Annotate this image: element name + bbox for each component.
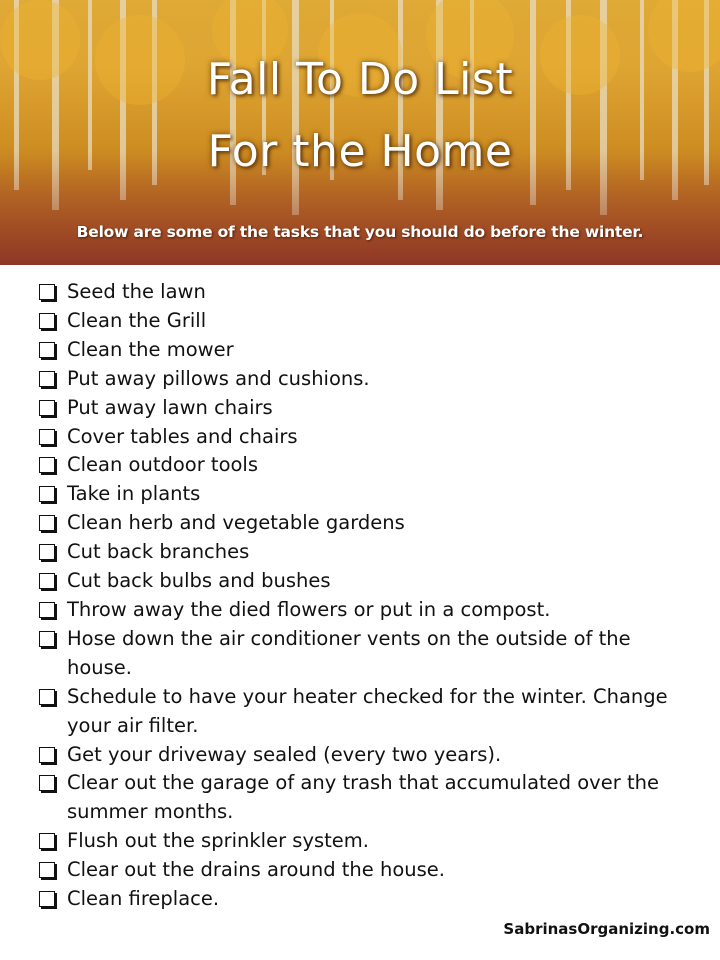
checklist-item-text: Put away pillows and cushions. xyxy=(67,366,370,390)
checkbox-icon[interactable] xyxy=(39,862,55,878)
checklist-item-text: Clean the mower xyxy=(67,337,234,361)
checklist-item-text: Clean outdoor tools xyxy=(67,453,259,477)
checklist-item-text: Throw away the died flowers or put in a compost. xyxy=(67,597,551,621)
checklist-item xyxy=(38,683,698,741)
checkbox-icon[interactable] xyxy=(39,891,55,907)
fall-task-checklist xyxy=(38,278,698,914)
checklist-item-text: Clean the Grill xyxy=(67,308,207,332)
checkbox-icon[interactable] xyxy=(39,602,55,618)
intro-subtitle: Below are some of the tasks that you should do before the winter. xyxy=(76,223,644,241)
checklist-item-text: Clear out the garage of any trash that accumulated over the summer months. xyxy=(67,771,659,824)
checklist-item-text: Cut back branches xyxy=(67,540,250,564)
checkbox-icon[interactable] xyxy=(39,689,55,705)
checklist-item xyxy=(38,394,698,423)
checkbox-icon[interactable] xyxy=(39,400,55,416)
checklist-item xyxy=(38,480,698,509)
checkbox-icon[interactable] xyxy=(39,631,55,647)
checklist-item-text: Take in plants xyxy=(67,482,201,506)
checkbox-icon[interactable] xyxy=(39,515,55,531)
checkbox-icon[interactable] xyxy=(39,833,55,849)
checkbox-icon[interactable] xyxy=(39,457,55,473)
checkbox-icon[interactable] xyxy=(39,486,55,502)
checklist-item xyxy=(38,596,698,625)
checkbox-icon[interactable] xyxy=(39,284,55,300)
checklist-item xyxy=(38,856,698,885)
checklist-item xyxy=(38,885,698,914)
autumn-forest-banner xyxy=(0,0,720,265)
checklist-item xyxy=(38,509,698,538)
checklist-item-text: Schedule to have your heater checked for the winter. Change your air filter. xyxy=(67,684,668,737)
checklist-item xyxy=(38,827,698,856)
checkbox-icon[interactable] xyxy=(39,313,55,329)
checkbox-icon[interactable] xyxy=(39,747,55,763)
checklist-item xyxy=(38,769,698,827)
checkbox-icon[interactable] xyxy=(39,429,55,445)
checklist-item-text: Flush out the sprinkler system. xyxy=(67,829,369,853)
checklist-item-text: Hose down the air conditioner vents on the outside of the house. xyxy=(67,626,631,679)
checklist-item xyxy=(38,451,698,480)
checklist-item-text: Cut back bulbs and bushes xyxy=(67,569,331,593)
checkbox-icon[interactable] xyxy=(39,573,55,589)
checklist-item-text: Get your driveway sealed (every two years). xyxy=(67,742,502,766)
checklist-item-text: Put away lawn chairs xyxy=(67,395,273,419)
checklist-item xyxy=(38,567,698,596)
website-credit: SabrinasOrganizing.com xyxy=(503,920,710,938)
checklist-item-text: Cover tables and chairs xyxy=(67,424,298,448)
page-title-line-1: Fall To Do List xyxy=(206,54,514,105)
checklist-item xyxy=(38,423,698,452)
page-title-line-2: For the Home xyxy=(207,126,513,177)
checkbox-icon[interactable] xyxy=(39,342,55,358)
checklist-item xyxy=(38,538,698,567)
checklist-item xyxy=(38,365,698,394)
checklist-item-text: Seed the lawn xyxy=(67,280,206,303)
checklist-item xyxy=(38,741,698,770)
checkbox-icon[interactable] xyxy=(39,371,55,387)
checklist-item xyxy=(38,625,698,683)
checkbox-icon[interactable] xyxy=(39,544,55,560)
checklist-item xyxy=(38,307,698,336)
checklist-item-text: Clear out the drains around the house. xyxy=(67,858,445,882)
checklist-item xyxy=(38,336,698,365)
checkbox-icon[interactable] xyxy=(39,775,55,791)
checklist-item xyxy=(38,278,698,307)
checklist-item-text: Clean herb and vegetable gardens xyxy=(67,511,405,535)
checklist-item-text: Clean fireplace. xyxy=(67,887,220,911)
